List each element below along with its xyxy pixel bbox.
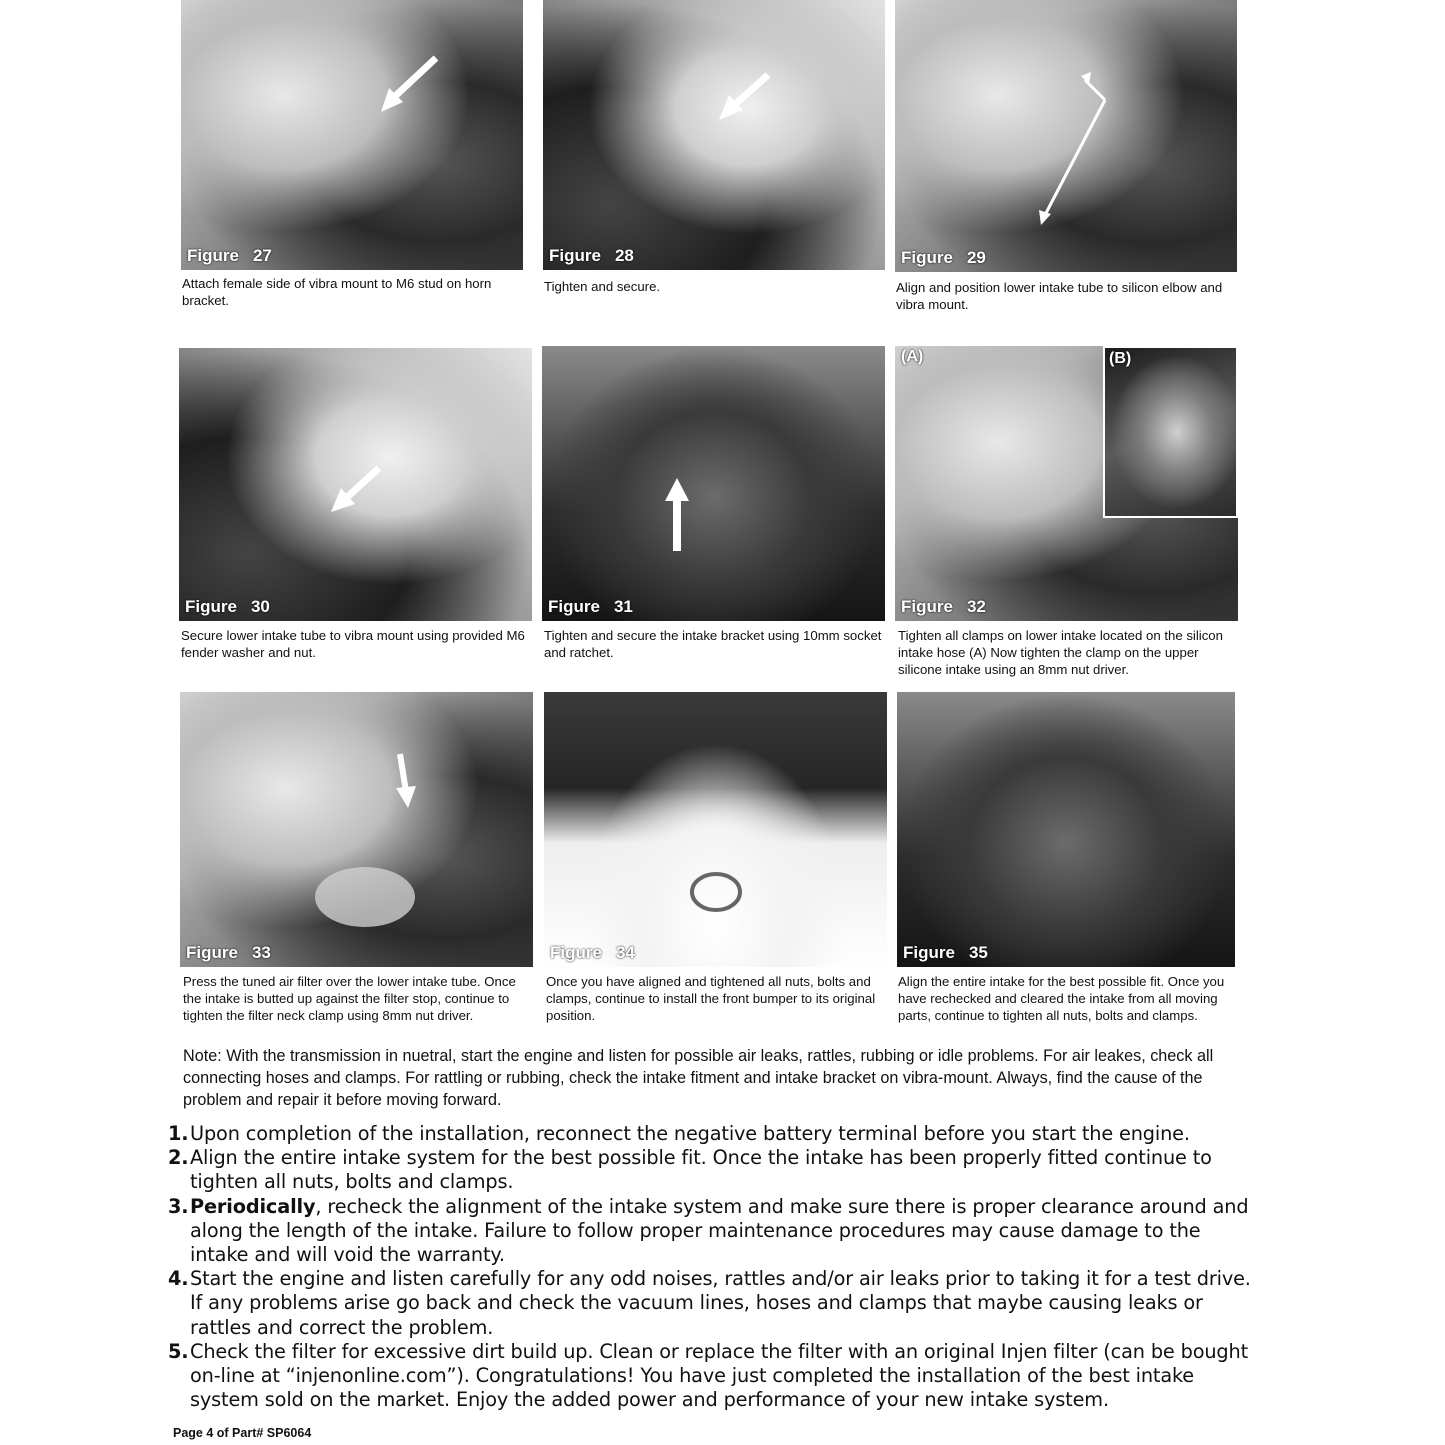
arrow-icon [543, 0, 885, 270]
figure-30-label: Figure 30 [185, 597, 270, 616]
inset-tag-a: (A) [901, 348, 924, 365]
figure-33-photo [180, 692, 533, 967]
figure-35-caption: Align the entire intake for the best possible fit. Once you have rechecked and cleared the intake from all moving parts, continue to tighten all nuts, bolts and clamps. [898, 974, 1225, 1023]
figure-32-label: Figure 32 [901, 597, 986, 616]
figure-28-label: Figure 28 [549, 246, 634, 265]
step-item: 3. Periodically, recheck the alignment of the intake system and make sure there is proper clearance around and along the length of the intake. Failure to follow proper maintenance procedures may cause damage to the intake and will void the warranty. [168, 1194, 1249, 1267]
figure-34-label: Figure 34 [550, 943, 635, 962]
figure-34-caption: Once you have aligned and tightened all nuts, bolts and clamps, continue to install the front bumper to its original position. [546, 974, 876, 1023]
note-paragraph: Note: With the transmission in nuetral, start the engine and listen for possible air leaks, rattles, rubbing or idle problems. For air leakes, check all connecting hoses and clamps. For rattling or rubbing, check the intake fitment and intake bracket on vibra-mount. Always, find the cause of the problem and repair it before moving forward. [183, 1047, 1214, 1109]
figure-27-caption: Attach female side of vibra mount to M6 stud on horn bracket. [182, 276, 492, 308]
figure-29-label: Figure 29 [901, 248, 986, 267]
figure-27-label: Figure 27 [187, 246, 272, 265]
figure-29-photo [895, 0, 1237, 272]
arrow-icon [179, 348, 532, 621]
figure-33-label: Figure 33 [186, 943, 271, 962]
figure-35-photo [897, 692, 1235, 967]
inset-tag-b: (B) [1109, 350, 1132, 367]
figure-29-caption: Align and position lower intake tube to silicon elbow and vibra mount. [896, 280, 1223, 312]
step-item: 2. Align the entire intake system for the best possible fit. Once the intake has been properly fitted continue to tighten all nuts, bolts and clamps. [168, 1146, 1212, 1194]
figure-34-photo [544, 692, 887, 967]
step-item: 1. Upon completion of the installation, reconnect the negative battery terminal before you start the engine. [168, 1122, 1190, 1145]
arrow-icon [180, 692, 533, 967]
figure-32-photo [895, 346, 1238, 621]
step-item: 4. Start the engine and listen carefully for any odd noises, rattles and/or air leaks prior to taking it for a test drive. If any problems arise go back and check the vacuum lines, hoses and clamps that maybe causing leaks or rattles and correct the problem. [168, 1267, 1251, 1339]
steps-list [168, 1122, 1258, 1412]
arrow-icon [895, 0, 1237, 272]
figure-31-label: Figure 31 [548, 597, 633, 616]
figure-30-caption: Secure lower intake tube to vibra mount using provided M6 fender washer and nut. [181, 628, 525, 660]
figure-30-photo [179, 348, 532, 621]
page-footer: Page 4 of Part# SP6064 [173, 1426, 312, 1440]
arrow-icon [542, 346, 885, 621]
figure-35-label: Figure 35 [903, 943, 988, 962]
arrow-icon [181, 0, 523, 270]
figure-28-photo [543, 0, 885, 270]
figure-28-caption: Tighten and secure. [544, 279, 661, 294]
mazda-logo-icon [544, 692, 887, 967]
figure-31-photo [542, 346, 885, 621]
figure-33-caption: Press the tuned air filter over the lower intake tube. Once the intake is butted up against the filter stop, continue to tighten the filter neck clamp using 8mm nut driver. [183, 974, 516, 1023]
figure-32-caption: Tighten all clamps on lower intake located on the silicon intake hose (A) Now tighten the clamp on the upper silicone intake using an 8mm nut driver. [898, 628, 1223, 677]
figure-27-photo [181, 0, 523, 270]
figure-32-inset [1103, 346, 1238, 518]
step-item: 5. Check the filter for excessive dirt build up. Clean or replace the filter with an original Injen filter (can be bought on-line at “injenonline.com”). Congratulations! You have just completed the installation of the best intake system sold on the market. Enjoy the added power and performance of your new intake system. [168, 1339, 1248, 1412]
figure-31-caption: Tighten and secure the intake bracket using 10mm socket and ratchet. [544, 628, 882, 660]
